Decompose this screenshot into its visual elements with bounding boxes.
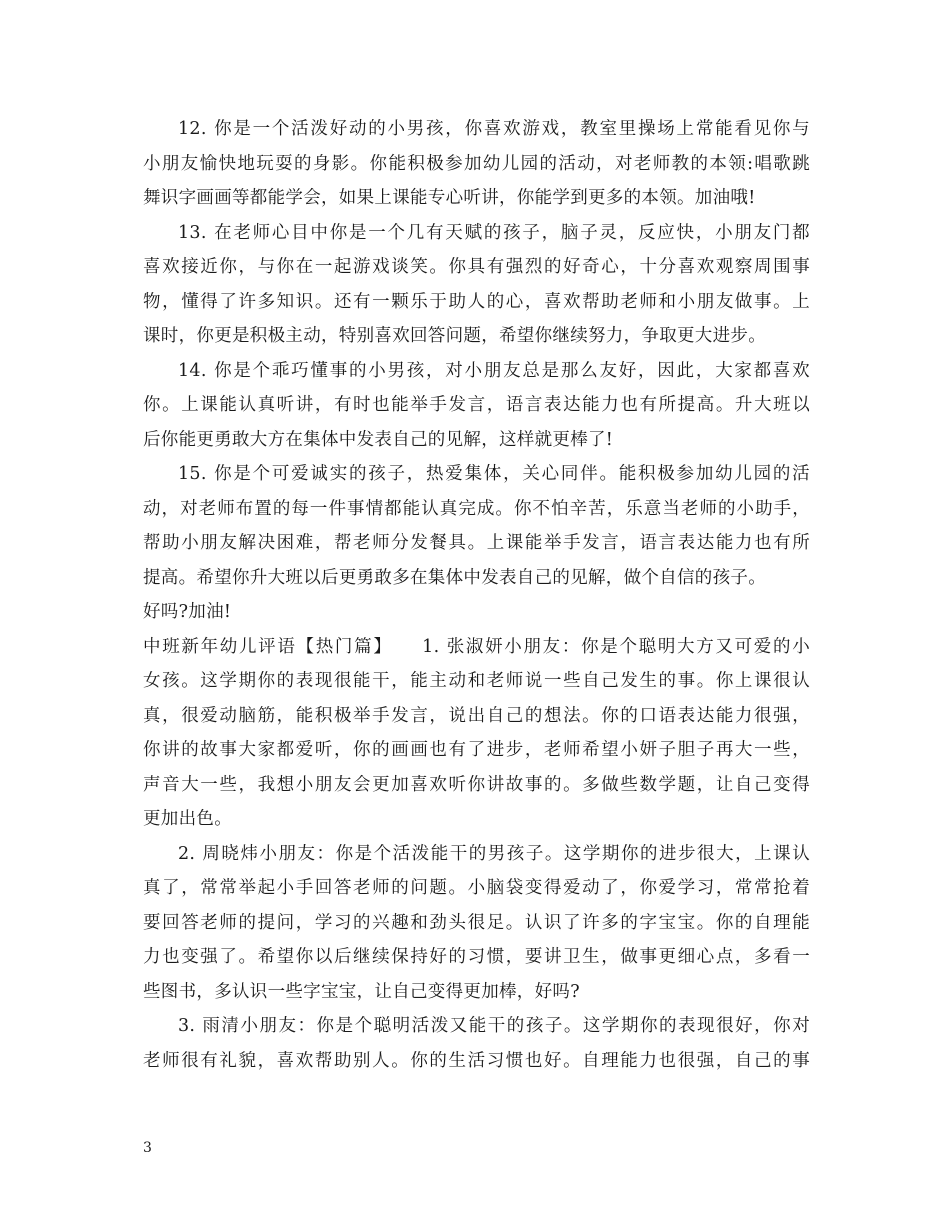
text-line: 喜欢接近你，与你在一起游戏谈笑。你具有强烈的好奇心，十分喜欢观察周围事	[143, 257, 810, 277]
text-line: 女孩。这学期你的表现很能干，能主动和老师说一些自己发生的事。你上课很认	[143, 671, 810, 691]
text-line: 2. 周晓炜小朋友：你是个活泼能干的男孩子。这学期你的进步很大，上课认	[178, 843, 810, 864]
text-line: 些图书，多认识一些字宝宝，让自己变得更加棒，好吗?	[143, 981, 580, 1002]
document-body	[143, 112, 810, 1078]
text-line: 14. 你是个乖巧懂事的小男孩，对小朋友总是那么友好，因此，大家都喜欢	[178, 360, 810, 381]
text-line: 真，很爱动脑筋，能积极举手发言，说出自己的想法。你的口语表达能力很强，	[143, 705, 810, 726]
text-line: 3. 雨清小朋友：你是个聪明活泼又能干的孩子。这学期你的表现很好，你对	[178, 1016, 810, 1036]
text-line: 更加出色。	[143, 809, 232, 829]
text-line: 中班新年幼儿评语【热门篇】 1. 张淑妍小朋友：你是个聪明大方又可爱的小	[143, 636, 810, 657]
text-line: 13. 在老师心目中你是一个几有天赋的孩子，脑子灵，反应快，小朋友门都	[178, 222, 810, 243]
text-line: 老师很有礼貌，喜欢帮助别人。你的生活习惯也好。自理能力也很强，自己的事	[143, 1050, 810, 1071]
text-line: 小朋友愉快地玩耍的身影。你能积极参加幼儿园的活动，对老师教的本领:唱歌跳	[143, 153, 810, 174]
text-line: 你。上课能认真听讲，有时也能举手发言，语言表达能力也有所提高。升大班以	[143, 395, 810, 415]
text-line: 后你能更勇敢大方在集体中发表自己的见解，这样就更棒了!	[143, 429, 614, 450]
text-line: 要回答老师的提问，学习的兴趣和劲头很足。认识了许多的字宝宝。你的自理能	[143, 912, 810, 933]
text-line: 舞识字画画等都能学会，如果上课能专心听讲，你能学到更多的本领。加油哦!	[143, 188, 756, 208]
text-line: 动，对老师布置的每一件事情都能认真完成。你不怕辛苦，乐意当老师的小助手，	[143, 498, 810, 519]
text-line: 提高。希望你升大班以后更勇敢多在集体中发表自己的见解，做个自信的孩子。	[143, 567, 766, 588]
text-line: 真了，常常举起小手回答老师的问题。小脑袋变得爱动了，你爱学习，常常抢着	[143, 878, 810, 898]
text-line: 物，懂得了许多知识。还有一颗乐于助人的心，喜欢帮助老师和小朋友做事。上	[143, 291, 810, 312]
page-number: 3	[143, 1140, 152, 1156]
text-line: 15. 你是个可爱诚实的孩子，热爱集体，关心同伴。能积极参加幼儿园的活	[178, 464, 810, 484]
text-line: 12. 你是一个活泼好动的小男孩，你喜欢游戏，教室里操场上常能看见你与	[178, 119, 810, 139]
text-line: 你讲的故事大家都爱听，你的画画也有了进步，老师希望小妍子胆子再大一些，	[143, 740, 810, 760]
text-line: 力也变强了。希望你以后继续保持好的习惯，要讲卫生，做事更细心点，多看一	[143, 947, 810, 967]
text-line: 好吗?加油!	[143, 602, 232, 622]
text-line: 帮助小朋友解决困难，帮老师分发餐具。上课能举手发言，语言表达能力也有所	[143, 533, 810, 553]
text-line: 声音大一些，我想小朋友会更加喜欢听你讲故事的。多做些数学题，让自己变得	[143, 774, 810, 795]
text-line: 课时，你更是积极主动，特别喜欢回答问题，希望你继续努力，争取更大进步。	[143, 326, 766, 346]
